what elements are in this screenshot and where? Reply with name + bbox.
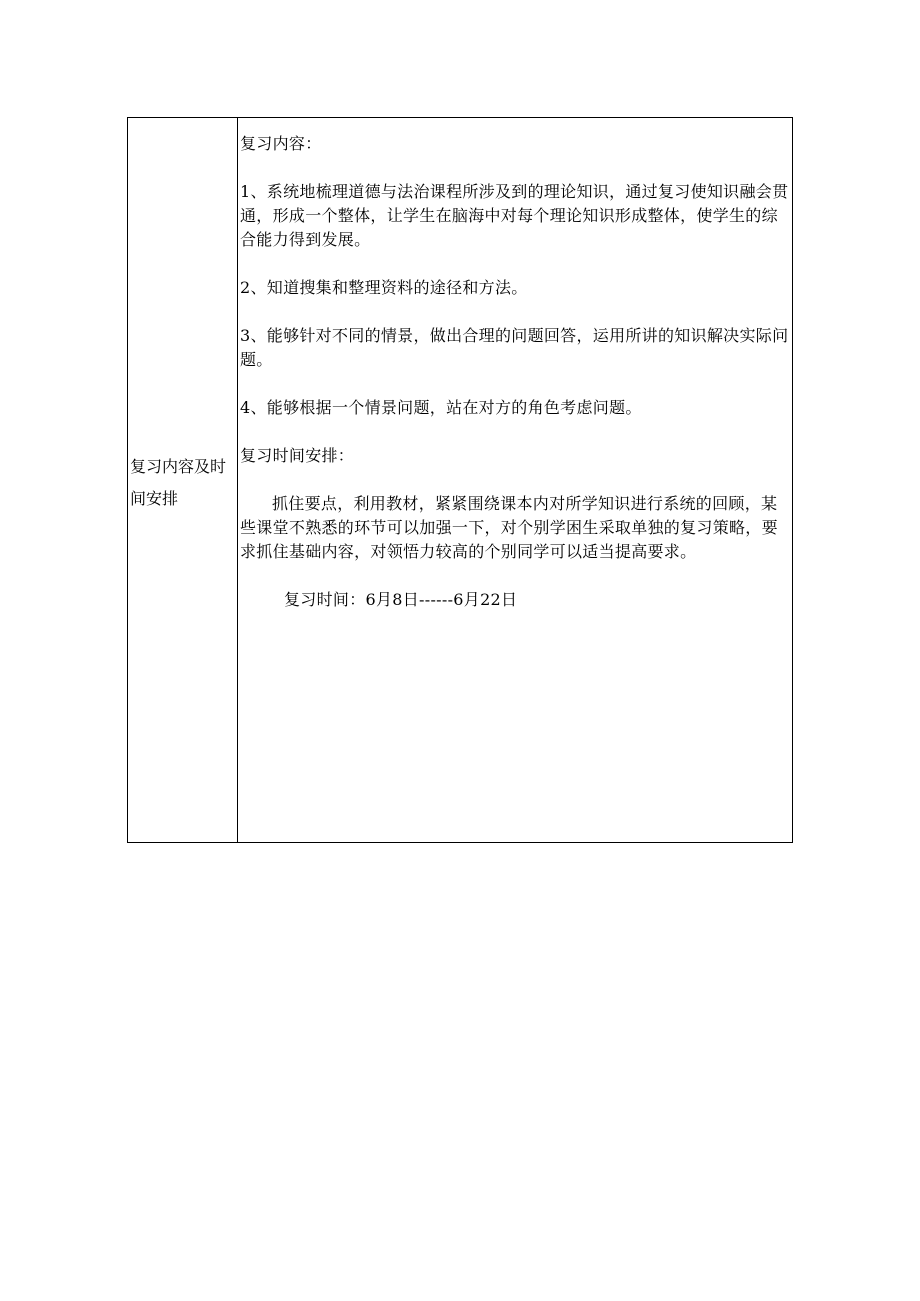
content-cell bbox=[238, 118, 792, 842]
content-item-3: 3、能够针对不同的情景，做出合理的问题回答，运用所讲的知识解决实际问题。 bbox=[240, 326, 789, 369]
schedule-heading: 复习时间安排： bbox=[240, 446, 355, 465]
content-item-4: 4、能够根据一个情景问题，站在对方的角色考虑问题。 bbox=[240, 398, 642, 417]
review-time-line: 复习时间：6月8日------6月22日 bbox=[284, 590, 518, 609]
content-heading: 复习内容： bbox=[240, 134, 322, 153]
content-item-2: 2、知道搜集和整理资料的途径和方法。 bbox=[240, 278, 528, 297]
schedule-paragraph: 抓住要点，利用教材，紧紧围绕课本内对所学知识进行系统的回顾，某些课堂不熟悉的环节可以加强一下，对个别学困生采取单独的复习策略，要求抓住基础内容，对领悟力较高的个别同学可以适当提高要求。 bbox=[240, 494, 778, 561]
review-plan-table bbox=[127, 117, 793, 843]
row-label: 复习内容及时间安排 bbox=[130, 457, 227, 508]
content-item-1: 1、系统地梳理道德与法治课程所涉及到的理论知识，通过复习使知识融会贯通，形成一个整体，让学生在脑海中对每个理论知识形成整体，使学生的综合能力得到发展。 bbox=[240, 182, 789, 249]
label-cell bbox=[128, 118, 238, 842]
